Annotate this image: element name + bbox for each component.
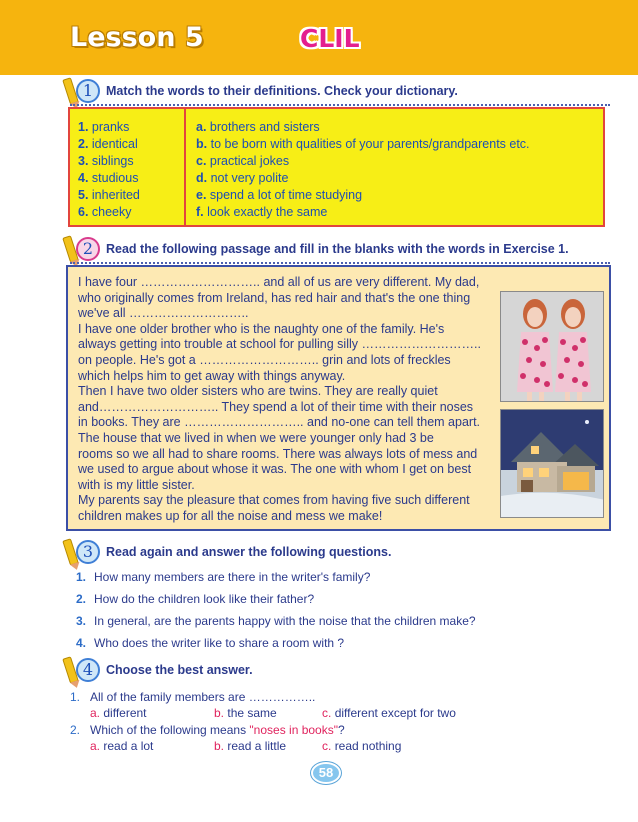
exercise-4-heading <box>66 655 253 685</box>
passage-line: and……………………….. They spend a lot of their time with their noses <box>78 399 474 414</box>
question-item: 1. How many members are there in the writer's family? <box>76 570 371 584</box>
word-item: 2. identical <box>78 137 138 151</box>
mc-option[interactable]: b. the same <box>214 706 277 720</box>
house-photo <box>500 409 604 518</box>
passage-line: with is my little sister. <box>78 477 195 492</box>
passage-line: My parents say the pleasure that comes from having five such different <box>78 493 470 508</box>
passage-line: children makes up for all the noise and mess we make! <box>78 508 383 523</box>
passage-text <box>78 275 496 525</box>
mc-option[interactable]: c. read nothing <box>322 739 402 753</box>
definition-item: b. to be born with qualities of your parents/grandparents etc. <box>196 137 530 151</box>
definition-item: a. brothers and sisters <box>196 120 320 134</box>
word-item: 3. siblings <box>78 154 134 168</box>
passage-line: we've all ……………………….. <box>78 306 249 321</box>
mc-option[interactable]: c. different except for two <box>322 706 456 720</box>
mc-option[interactable]: b. read a little <box>214 739 287 753</box>
exercise-3-instruction: Read again and answer the following questions. <box>106 545 392 559</box>
page-number: 58 <box>311 762 341 784</box>
reading-passage <box>66 265 611 531</box>
definitions-column <box>196 119 530 221</box>
pencil-number-icon: 4 <box>66 655 100 685</box>
question-item: 2. How do the children look like their father? <box>76 592 315 606</box>
pencil-number-icon: 2 <box>66 234 100 264</box>
subject-label: CLIL <box>300 24 360 53</box>
lesson-title: Lesson 5 <box>70 22 204 53</box>
definition-item: c. practical jokes <box>196 154 290 168</box>
passage-line: Then I have two older sisters who are twins. They are really quiet <box>78 384 438 399</box>
divider <box>70 104 610 106</box>
definition-item: e. spend a lot of time studying <box>196 188 363 202</box>
exercise-1-instruction: Match the words to their definitions. Check your dictionary. <box>106 84 458 98</box>
word-item: 5. inherited <box>78 188 140 202</box>
definition-item: f. look exactly the same <box>196 205 328 219</box>
divider <box>70 262 610 264</box>
passage-line: The house that we lived in when we were younger only had 3 be <box>78 430 434 445</box>
question-item: 3. In general, are the parents happy with the noise that the children make? <box>76 614 476 628</box>
passage-line: always getting into trouble at school for pulling silly ……………………….. <box>78 337 481 352</box>
mc-option[interactable]: a. different <box>90 706 147 720</box>
word-item: 4. studious <box>78 171 139 185</box>
matching-table <box>68 107 605 227</box>
words-column <box>78 119 140 221</box>
definition-item: d. not very polite <box>196 171 289 185</box>
exercise-2-instruction: Read the following passage and fill in the blanks with the words in Exercise 1. <box>106 242 569 256</box>
word-item: 1. pranks <box>78 120 130 134</box>
exercise-2-heading <box>66 234 569 264</box>
pencil-number-icon: 3 <box>66 537 100 567</box>
passage-line: who originally comes from Ireland, has red hair and that's the one thing <box>78 290 471 305</box>
passage-line: we used to argue about whose it was. The one with whom I get on best <box>78 462 472 477</box>
passage-line: I have four ……………………….. and all of us are very different. My dad, <box>78 275 480 289</box>
exercise-3-heading <box>66 537 391 567</box>
table-divider <box>184 109 186 225</box>
passage-line: on people. He's got a ……………………….. grin and lots of freckles <box>78 352 451 367</box>
pencil-number-icon: 1 <box>66 76 100 106</box>
exercise-4-instruction: Choose the best answer. <box>106 663 253 677</box>
mc-question: 1. All of the family members are …………….. <box>70 690 316 704</box>
passage-line: which helps him to get away with things anyway. <box>78 368 346 383</box>
mc-option[interactable]: a. read a lot <box>90 739 154 753</box>
passage-line: rooms so we all had to share rooms. There was always lots of mess and <box>78 446 478 461</box>
question-item: 4. Who does the writer like to share a room with ? <box>76 636 345 650</box>
twins-photo <box>500 291 604 402</box>
lesson-header <box>0 0 638 75</box>
passage-line: in books. They are ……………………….. and no-one can tell them apart. <box>78 415 481 430</box>
exercise-1-heading <box>66 76 458 106</box>
passage-line: I have one older brother who is the naughty one of the family. He's <box>78 321 445 336</box>
mc-question: 2. Which of the following means "noses in books"? <box>70 723 345 737</box>
word-item: 6. cheeky <box>78 205 132 219</box>
